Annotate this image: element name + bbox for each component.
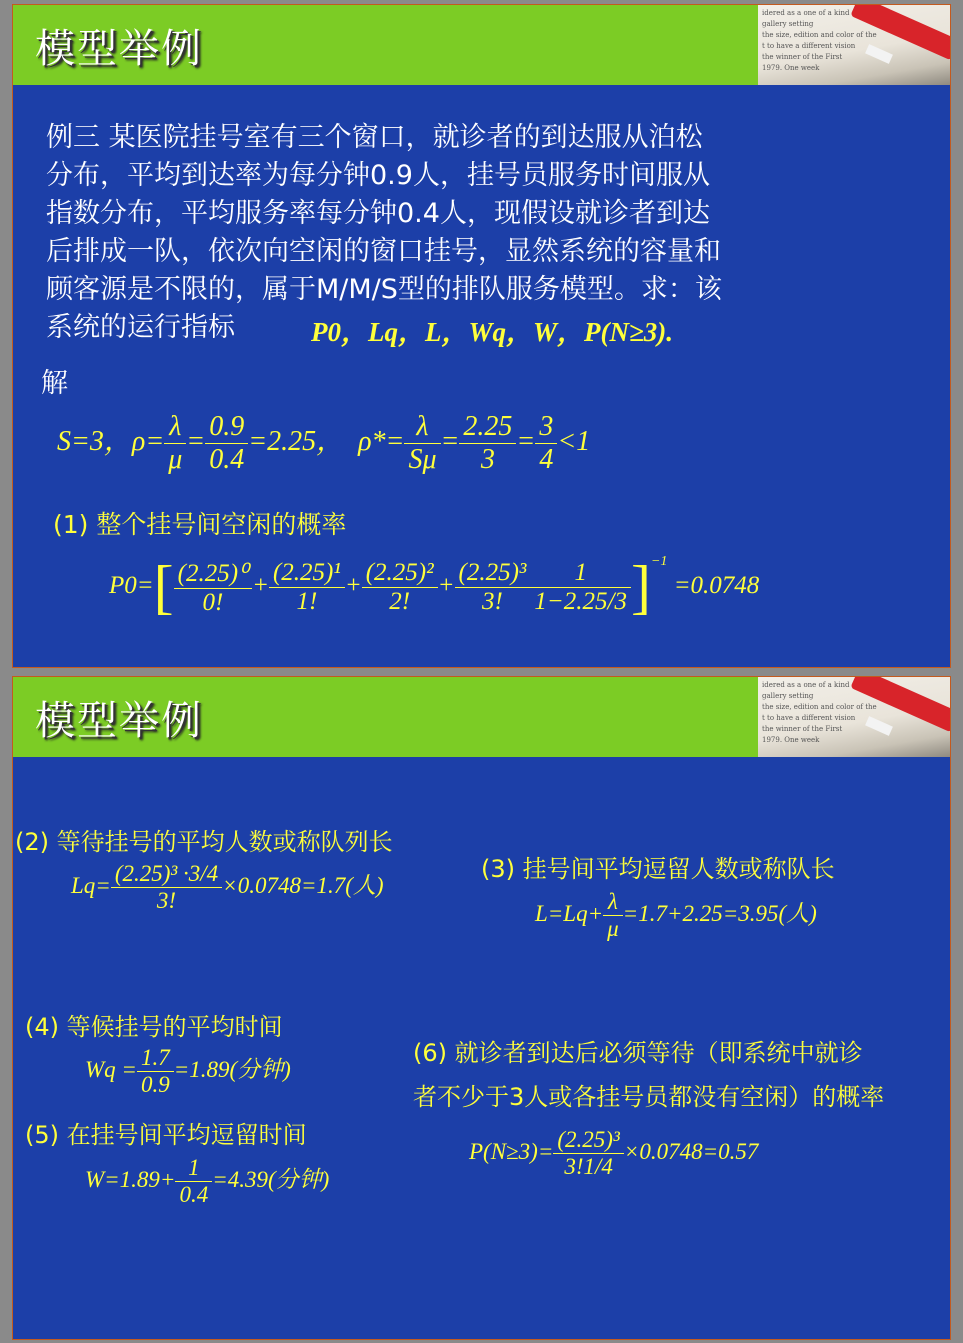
denominator: 1! xyxy=(296,588,318,615)
w-lhs: W=1.89+ xyxy=(85,1166,176,1192)
denominator: 0.4 xyxy=(209,444,245,475)
step-4-label: (4) 等候挂号的平均时间 xyxy=(25,1013,283,1041)
numerator: (2.25)³ ·3/4 xyxy=(111,861,222,888)
params-formula: S=3，ρ= $\frac{\lambda}{\mu}$ = $\frac{0.9}{0.4}$ =2.25， ρ*= $\frac{\lambda}{S\mu}$ = $\frac{2.25}{3}$ = $\frac{3}{4}$ <1 xyxy=(57,411,591,475)
corner-text-line: gallery setting xyxy=(762,20,814,28)
title-bar xyxy=(13,5,759,85)
result: =2.25， xyxy=(248,425,345,457)
corner-text-line: the size, edition and color of the xyxy=(762,31,877,39)
fraction xyxy=(455,559,531,616)
indicators: P0，Lq，L，Wq，W，P(N≥3). xyxy=(311,317,674,347)
fraction xyxy=(459,411,516,476)
step-6-line-1: (6) 就诊者到达后必须等待（即系统中就诊 xyxy=(413,1039,863,1067)
fraction xyxy=(404,411,440,476)
denominator: 3! xyxy=(482,588,503,615)
fraction xyxy=(111,861,222,914)
s-rho: S=3，ρ= xyxy=(57,425,165,457)
denominator: Sμ xyxy=(408,444,437,475)
bracket-left: [ xyxy=(153,554,174,620)
w-formula xyxy=(85,1155,329,1208)
step-2-label: (2) 等待挂号的平均人数或称队列长 xyxy=(15,828,393,856)
fraction xyxy=(269,559,345,616)
slide-1 xyxy=(12,4,951,668)
denominator: 0! xyxy=(202,589,224,616)
wq-rhs: =1.89(分钟) xyxy=(173,1056,291,1082)
numerator: 1 xyxy=(175,1155,212,1182)
fraction xyxy=(137,1045,174,1098)
numerator: (2.25)¹ xyxy=(269,559,345,588)
denominator: μ xyxy=(607,916,619,941)
step-6-line-2: 者不少于3人或各挂号员都没有空闲）的概率 xyxy=(413,1083,885,1111)
corner-photo xyxy=(758,5,950,85)
slide-title: 模型举例 xyxy=(35,26,203,72)
numerator: λ xyxy=(164,411,186,444)
slide-title: 模型举例 xyxy=(35,698,203,744)
corner-text-line: gallery setting xyxy=(762,692,814,700)
pn-lhs: P(N≥3)= xyxy=(469,1138,554,1164)
p0-formula: P0=[ $\frac{\text{(2.25)⁰}}{0!}$ + $\frac{\text{(2.25)¹}}{1!}$ + $\frac{\text{(2.25)²}}{2!}$ + $\frac{\text{(2.25)³}}{3!}$ $\frac{1}{1-2.25/3}$ ]$^{-1}$ =0.0748 xyxy=(109,554,760,620)
denominator: 1−2.25/3 xyxy=(534,588,627,615)
denominator: 2! xyxy=(389,588,411,615)
numerator: 2.25 xyxy=(459,411,516,444)
corner-text-line: 1979. One week xyxy=(762,736,820,744)
p0-lhs: P0= xyxy=(109,572,154,600)
numerator: (2.25)² xyxy=(362,559,438,588)
title-bar xyxy=(13,677,759,757)
exponent: −1 xyxy=(650,554,668,570)
corner-text-line: the winner of the First xyxy=(762,53,843,61)
pn-formula xyxy=(469,1127,758,1180)
pn-rhs: ×0.0748=0.57 xyxy=(623,1138,759,1164)
denominator: 0.9 xyxy=(140,1072,170,1097)
rho-star: ρ*= xyxy=(358,425,405,457)
fraction xyxy=(553,1127,623,1180)
denominator: 3 xyxy=(480,444,495,475)
denominator: 3! xyxy=(156,888,177,913)
problem-text: 例三 某医院挂号室有三个窗口，就诊者的到达服从泊松 分布，平均到达率为每分钟0.9人，挂号员服务时间服从 指数分布，平均服务率每分钟0.4人，现假设就诊者到达 后排成一队，依次向空闲的窗口挂号，显然系统的容量和 顾客源是不限的，属于M/M/S型的排队服务模型。求：该 系统的运行指标 xyxy=(46,122,722,343)
step-5-label: (5) 在挂号间平均逗留时间 xyxy=(25,1121,307,1149)
lq-formula xyxy=(71,861,384,914)
numerator: 1.7 xyxy=(137,1045,174,1072)
denominator: 3!1/4 xyxy=(564,1154,613,1179)
fraction xyxy=(603,889,623,942)
corner-text-line: idered as a one of a kind xyxy=(762,681,850,689)
lq-lhs: Lq= xyxy=(71,872,111,898)
numerator: (2.25)³ xyxy=(553,1127,623,1154)
denominator: 4 xyxy=(539,444,554,475)
numerator: (2.25)³ xyxy=(455,559,531,588)
wq-formula xyxy=(85,1045,291,1098)
solution-label: 解 xyxy=(41,368,68,399)
l-rhs: =1.7+2.25=3.95(人) xyxy=(622,900,817,926)
step-3-label: (3) 挂号间平均逗留人数或称队长 xyxy=(481,855,835,883)
numerator: 3 xyxy=(535,411,557,444)
w-rhs: =4.39(分钟) xyxy=(212,1166,330,1192)
fraction xyxy=(175,1155,212,1208)
fraction xyxy=(205,411,248,476)
less-than-one: <1 xyxy=(557,425,591,457)
corner-text-line: idered as a one of a kind xyxy=(762,9,850,17)
numerator: λ xyxy=(603,889,623,916)
slide-2 xyxy=(12,676,951,1340)
fraction xyxy=(530,559,631,616)
corner-photo xyxy=(758,677,950,757)
fraction xyxy=(362,559,438,616)
corner-text-line: t to have a different vision xyxy=(762,714,856,722)
wq-lhs: Wq = xyxy=(85,1056,137,1082)
corner-text-line: the winner of the First xyxy=(762,725,843,733)
fraction xyxy=(174,558,252,617)
numerator: (2.25)⁰ xyxy=(174,558,252,589)
step-1-label: (1) 整个挂号间空闲的概率 xyxy=(53,510,347,539)
fraction xyxy=(164,411,186,476)
fraction xyxy=(535,411,557,476)
lq-rhs: ×0.0748=1.7(人) xyxy=(222,872,384,898)
denominator: μ xyxy=(168,444,183,475)
l-lhs: L=Lq+ xyxy=(535,900,604,926)
corner-text-line: t to have a different vision xyxy=(762,42,856,50)
corner-text-line: 1979. One week xyxy=(762,64,820,72)
numerator: 1 xyxy=(530,559,631,588)
bracket-right: ] xyxy=(631,554,651,620)
l-formula xyxy=(535,889,817,942)
corner-text-line: the size, edition and color of the xyxy=(762,703,877,711)
numerator: 0.9 xyxy=(205,411,248,444)
p0-result: =0.0748 xyxy=(673,572,760,600)
denominator: 0.4 xyxy=(179,1182,209,1207)
numerator: λ xyxy=(404,411,440,444)
